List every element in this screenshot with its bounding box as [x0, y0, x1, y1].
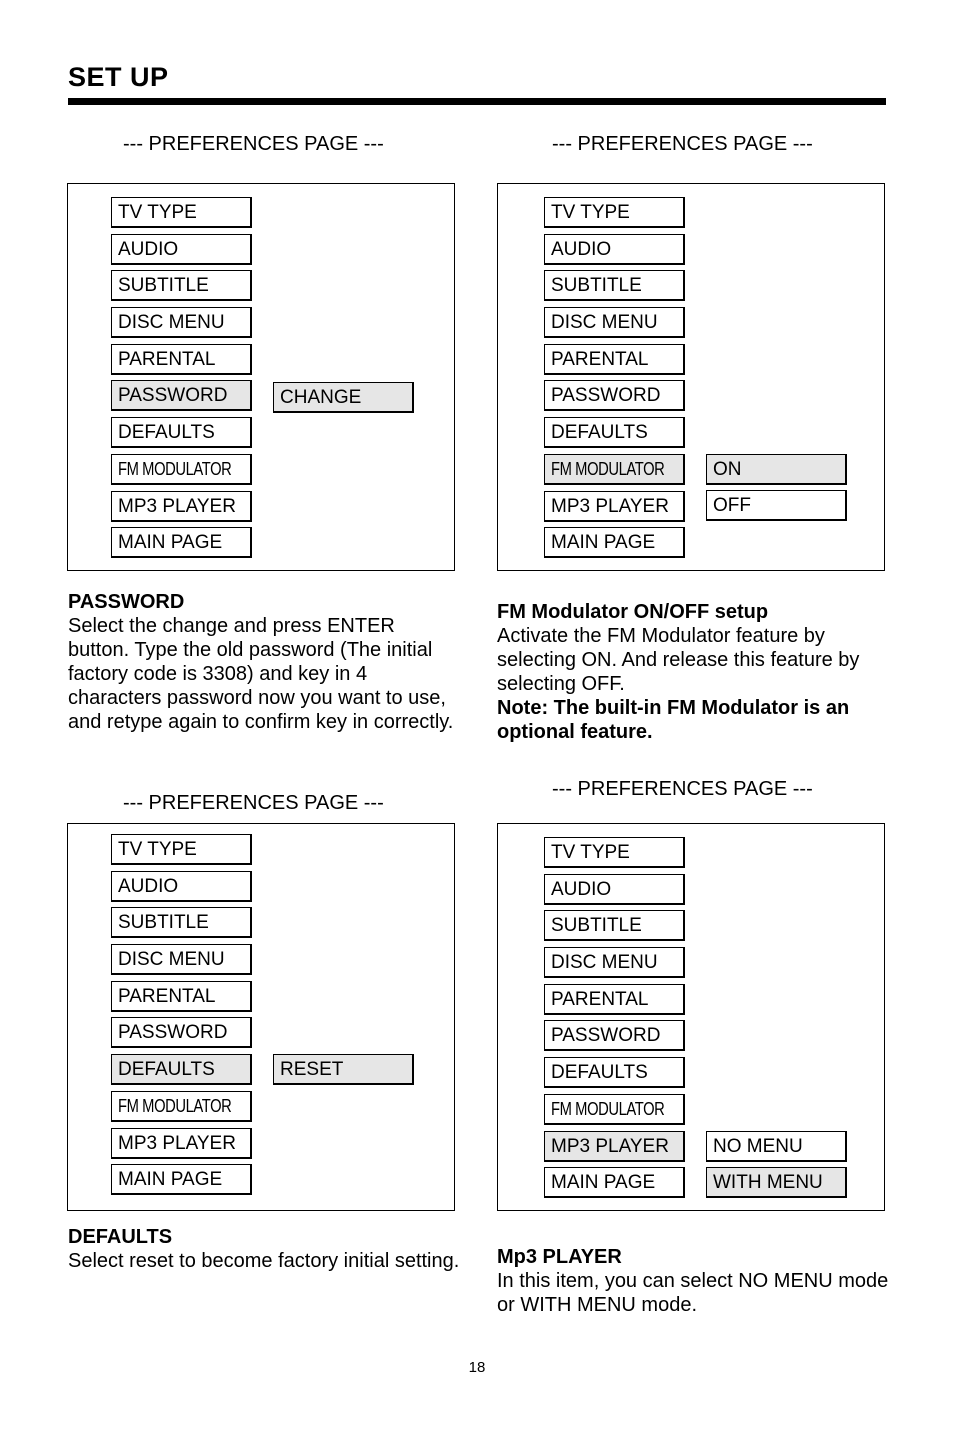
- menu-item-main-page[interactable]: [544, 527, 685, 558]
- menu-item-disc-menu[interactable]: [544, 307, 685, 338]
- menu-item-password[interactable]: [111, 380, 252, 411]
- menu-item-label: PARENTAL: [118, 985, 216, 1007]
- menu-item-audio[interactable]: [544, 234, 685, 265]
- option-off[interactable]: OFF: [706, 490, 847, 521]
- menu-item-label: DISC MENU: [118, 949, 225, 971]
- menu-item-label: FM MODULATOR: [118, 1095, 232, 1116]
- menu-item-label: PARENTAL: [551, 348, 649, 370]
- menu-item-mp3-player[interactable]: [544, 491, 685, 522]
- menu-item-label: MP3 PLAYER: [118, 1132, 236, 1154]
- preferences-menu: [544, 197, 685, 564]
- preferences-heading-defaults: --- PREFERENCES PAGE ---: [123, 792, 384, 814]
- menu-item-disc-menu[interactable]: [544, 947, 685, 978]
- menu-item-label: AUDIO: [118, 238, 179, 260]
- menu-item-parental[interactable]: [111, 981, 252, 1012]
- preferences-heading-mp3: --- PREFERENCES PAGE ---: [552, 778, 813, 800]
- menu-item-fm-modulator[interactable]: [544, 1094, 685, 1125]
- option-reset[interactable]: RESET: [273, 1054, 414, 1085]
- description-body: Activate the FM Modulator feature by selecting ON. And release this feature by selecting OFF.: [497, 625, 860, 695]
- menu-item-label: DISC MENU: [118, 312, 225, 334]
- menu-item-label: TV TYPE: [118, 202, 197, 223]
- menu-item-mp3-player[interactable]: [111, 1128, 252, 1159]
- menu-item-password[interactable]: [111, 1017, 252, 1048]
- option-no-menu[interactable]: NO MENU: [706, 1131, 847, 1162]
- description-title: FM Modulator ON/OFF setup: [497, 601, 769, 623]
- menu-item-parental[interactable]: [544, 344, 685, 375]
- menu-item-label: PASSWORD: [551, 1025, 661, 1047]
- menu-item-label: FM MODULATOR: [118, 458, 232, 479]
- menu-item-label: MAIN PAGE: [551, 532, 656, 554]
- preferences-heading-fm: --- PREFERENCES PAGE ---: [552, 133, 813, 155]
- page-title: SET UP: [68, 62, 169, 92]
- menu-item-disc-menu[interactable]: [111, 307, 252, 338]
- menu-item-label: PASSWORD: [118, 385, 228, 407]
- description-mp3-player: [497, 1245, 889, 1317]
- description-defaults: [68, 1225, 460, 1273]
- menu-item-label: SUBTITLE: [118, 912, 209, 934]
- menu-item-label: PASSWORD: [118, 1022, 228, 1044]
- menu-item-parental[interactable]: [544, 984, 685, 1015]
- preferences-panel-defaults: [67, 823, 455, 1211]
- preferences-panel-fm-modulator: [497, 183, 885, 571]
- preferences-menu: [111, 197, 252, 564]
- menu-item-label: AUDIO: [551, 238, 612, 260]
- menu-item-password[interactable]: [544, 380, 685, 411]
- preferences-panel-password: [67, 183, 455, 571]
- menu-item-subtitle[interactable]: [111, 270, 252, 301]
- menu-item-audio[interactable]: [544, 874, 685, 905]
- description-title: DEFAULTS: [68, 1226, 173, 1248]
- menu-item-label: FM MODULATOR: [551, 458, 665, 479]
- menu-item-defaults[interactable]: [544, 1057, 685, 1088]
- menu-item-label: MP3 PLAYER: [551, 495, 669, 517]
- menu-item-parental[interactable]: [111, 344, 252, 375]
- menu-item-label: DISC MENU: [551, 312, 658, 334]
- menu-item-subtitle[interactable]: [111, 907, 252, 938]
- menu-item-subtitle[interactable]: [544, 270, 685, 301]
- menu-item-main-page[interactable]: [544, 1167, 685, 1198]
- menu-item-label: DEFAULTS: [551, 1062, 648, 1084]
- preferences-menu: [544, 837, 685, 1204]
- menu-item-tv-type[interactable]: [544, 837, 685, 868]
- option-on[interactable]: ON: [706, 454, 847, 485]
- preferences-heading-password: --- PREFERENCES PAGE ---: [123, 133, 384, 155]
- menu-item-label: TV TYPE: [551, 842, 630, 863]
- menu-item-label: DEFAULTS: [551, 422, 648, 444]
- description-title: PASSWORD: [68, 591, 185, 613]
- menu-item-label: AUDIO: [551, 878, 612, 900]
- menu-item-label: PARENTAL: [551, 988, 649, 1010]
- page-number: 18: [468, 1359, 486, 1376]
- menu-item-label: AUDIO: [118, 875, 179, 897]
- menu-item-label: SUBTITLE: [551, 915, 642, 937]
- title-rule: [68, 98, 886, 105]
- menu-item-audio[interactable]: [111, 234, 252, 265]
- menu-item-label: TV TYPE: [118, 839, 197, 860]
- description-password: [68, 590, 460, 734]
- menu-item-fm-modulator[interactable]: [544, 454, 685, 485]
- menu-item-defaults[interactable]: [111, 1054, 252, 1085]
- menu-item-subtitle[interactable]: [544, 910, 685, 941]
- description-body: Select the change and press ENTER button. Type the old password (The initial factory code is 3308) and key in 4 characters password now you want to use, and retype again to confirm key in correctly.: [68, 615, 454, 733]
- menu-item-mp3-player[interactable]: [111, 491, 252, 522]
- description-body: Select reset to become factory initial setting.: [68, 1250, 460, 1272]
- menu-item-label: DEFAULTS: [118, 422, 215, 444]
- menu-item-label: TV TYPE: [551, 202, 630, 223]
- menu-item-defaults[interactable]: [111, 417, 252, 448]
- menu-item-fm-modulator[interactable]: [111, 454, 252, 485]
- menu-item-label: DEFAULTS: [118, 1059, 215, 1081]
- menu-item-password[interactable]: [544, 1020, 685, 1051]
- menu-item-fm-modulator[interactable]: [111, 1091, 252, 1122]
- preferences-panel-mp3-player: [497, 823, 885, 1211]
- menu-item-label: PARENTAL: [118, 348, 216, 370]
- menu-item-label: FM MODULATOR: [551, 1098, 665, 1119]
- menu-item-tv-type[interactable]: [544, 197, 685, 228]
- menu-item-main-page[interactable]: [111, 1164, 252, 1195]
- menu-item-label: MP3 PLAYER: [551, 1135, 669, 1157]
- description-note: Note: The built-in FM Modulator is an optional feature.: [497, 697, 850, 743]
- option-with-menu[interactable]: WITH MENU: [706, 1167, 847, 1198]
- menu-item-label: MP3 PLAYER: [118, 495, 236, 517]
- menu-item-mp3-player[interactable]: [544, 1131, 685, 1162]
- menu-item-main-page[interactable]: [111, 527, 252, 558]
- menu-item-label: MAIN PAGE: [551, 1172, 656, 1194]
- description-title: Mp3 PLAYER: [497, 1246, 622, 1268]
- menu-item-label: MAIN PAGE: [118, 1169, 223, 1191]
- menu-item-label: DISC MENU: [551, 952, 658, 974]
- menu-item-label: SUBTITLE: [118, 275, 209, 297]
- description-fm-modulator: [497, 600, 889, 744]
- menu-item-audio[interactable]: [111, 871, 252, 902]
- preferences-menu: [111, 834, 252, 1201]
- option-change[interactable]: CHANGE: [273, 382, 414, 413]
- menu-item-label: PASSWORD: [551, 385, 661, 407]
- menu-item-disc-menu[interactable]: [111, 944, 252, 975]
- description-body: In this item, you can select NO MENU mode or WITH MENU mode.: [497, 1270, 889, 1316]
- menu-item-defaults[interactable]: [544, 417, 685, 448]
- menu-item-label: MAIN PAGE: [118, 532, 223, 554]
- menu-item-tv-type[interactable]: [111, 197, 252, 228]
- menu-item-tv-type[interactable]: [111, 834, 252, 865]
- menu-item-label: SUBTITLE: [551, 275, 642, 297]
